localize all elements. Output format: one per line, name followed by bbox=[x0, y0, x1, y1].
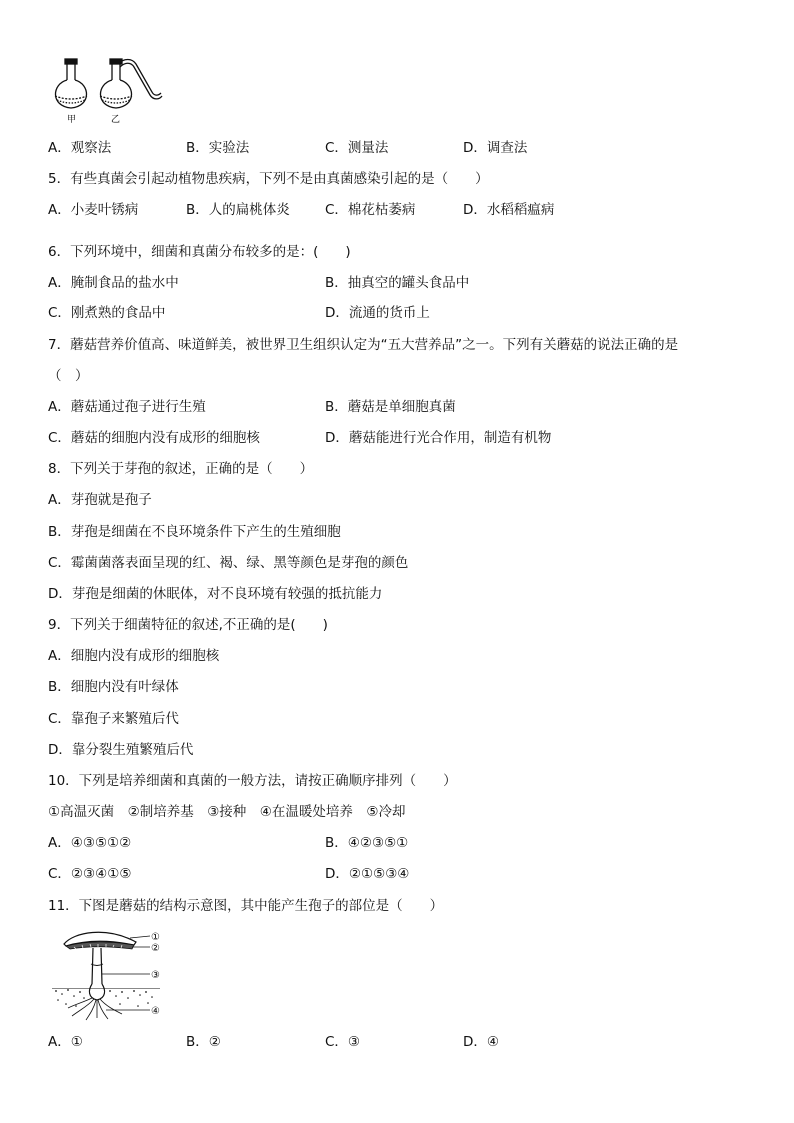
q9-option-c: C．靠孢子来繁殖后代 bbox=[48, 711, 179, 727]
q9-option-a: A．细胞内没有成形的细胞核 bbox=[48, 648, 220, 664]
q11-option-b: B．② bbox=[186, 1034, 221, 1050]
q11-stem: 11．下图是蘑菇的结构示意图，其中能产生孢子的部位是（ ） bbox=[48, 898, 444, 914]
q4-option-a: A．观察法 bbox=[48, 140, 112, 156]
q5-option-b: B．人的扁桃体炎 bbox=[186, 202, 290, 218]
label-jia: 甲 bbox=[67, 115, 77, 124]
label-1: ① bbox=[151, 932, 160, 943]
q9-stem: 9．下列关于细菌特征的叙述,不正确的是( ) bbox=[48, 617, 328, 633]
q8-option-c: C．霉菌菌落表面呈现的红、褐、绿、黑等颜色是芽孢的颜色 bbox=[48, 555, 409, 571]
q10-option-a: A．④③⑤①② bbox=[48, 835, 132, 851]
q8-option-d: D．芽孢是细菌的休眠体，对不良环境有较强的抵抗能力 bbox=[48, 586, 383, 602]
flask-jia bbox=[55, 59, 87, 108]
q8-option-a: A．芽孢就是孢子 bbox=[48, 492, 152, 508]
q10-option-b: B．④②③⑤① bbox=[325, 835, 409, 851]
q4-option-d: D．调查法 bbox=[463, 140, 528, 156]
q6-option-a: A．腌制食品的盐水中 bbox=[48, 275, 179, 291]
flask-figure bbox=[48, 56, 168, 124]
q5-option-d: D．水稻稻瘟病 bbox=[463, 202, 555, 218]
q8-stem: 8．下列关于芽孢的叙述，正确的是（ ） bbox=[48, 461, 314, 477]
q5-option-c: C．棉花枯萎病 bbox=[325, 202, 416, 218]
mushroom-stem bbox=[92, 948, 102, 984]
q6-stem: 6．下列环境中，细菌和真菌分布较多的是：( ) bbox=[48, 244, 351, 260]
q11-option-a: A．① bbox=[48, 1034, 83, 1050]
q9-option-d: D．靠分裂生殖繁殖后代 bbox=[48, 742, 194, 758]
label-4: ④ bbox=[151, 1006, 160, 1017]
q7-option-d: D．蘑菇能进行光合作用，制造有机物 bbox=[325, 430, 552, 446]
hyphae bbox=[68, 998, 122, 1020]
q10-steps: ①高温灭菌 ②制培养基 ③接种 ④在温暖处培养 ⑤冷却 bbox=[48, 804, 406, 820]
q7-option-b: B．蘑菇是单细胞真菌 bbox=[325, 399, 456, 415]
q6-option-b: B．抽真空的罐头食品中 bbox=[325, 275, 470, 291]
label-3: ③ bbox=[151, 970, 160, 981]
q5-stem: 5．有些真菌会引起动植物患疾病，下列不是由真菌感染引起的是（ ） bbox=[48, 171, 489, 187]
q10-stem: 10．下列是培养细菌和真菌的一般方法，请按正确顺序排列（ ） bbox=[48, 773, 457, 789]
mushroom-figure bbox=[50, 924, 168, 1022]
q6-option-c: C．刚煮熟的食品中 bbox=[48, 305, 166, 321]
q11-option-d: D．④ bbox=[463, 1034, 499, 1050]
q8-option-b: B．芽孢是细菌在不良环境条件下产生的生殖细胞 bbox=[48, 524, 341, 540]
q7-option-a: A．蘑菇通过孢子进行生殖 bbox=[48, 399, 206, 415]
q4-option-c: C．测量法 bbox=[325, 140, 389, 156]
q11-option-c: C．③ bbox=[325, 1034, 361, 1050]
q7-stem-line1: 7．蘑菇营养价值高、味道鲜美，被世界卫生组织认定为“五大营养品”之一。下列有关蘑菇的说法正确的是 bbox=[48, 337, 679, 353]
q9-option-b: B．细胞内没有叶绿体 bbox=[48, 679, 179, 695]
q7-option-c: C．蘑菇的细胞内没有成形的细胞核 bbox=[48, 430, 260, 446]
label-2: ② bbox=[151, 943, 160, 954]
q10-option-c: C．②③④①⑤ bbox=[48, 866, 132, 882]
q7-stem-line2: （ ） bbox=[48, 368, 89, 384]
q6-option-d: D．流通的货币上 bbox=[325, 305, 430, 321]
q4-option-b: B．实验法 bbox=[186, 140, 250, 156]
q10-option-d: D．②①⑤③④ bbox=[325, 866, 410, 882]
flask-yi bbox=[100, 59, 162, 108]
label-yi: 乙 bbox=[111, 115, 121, 124]
q5-option-a: A．小麦叶锈病 bbox=[48, 202, 139, 218]
